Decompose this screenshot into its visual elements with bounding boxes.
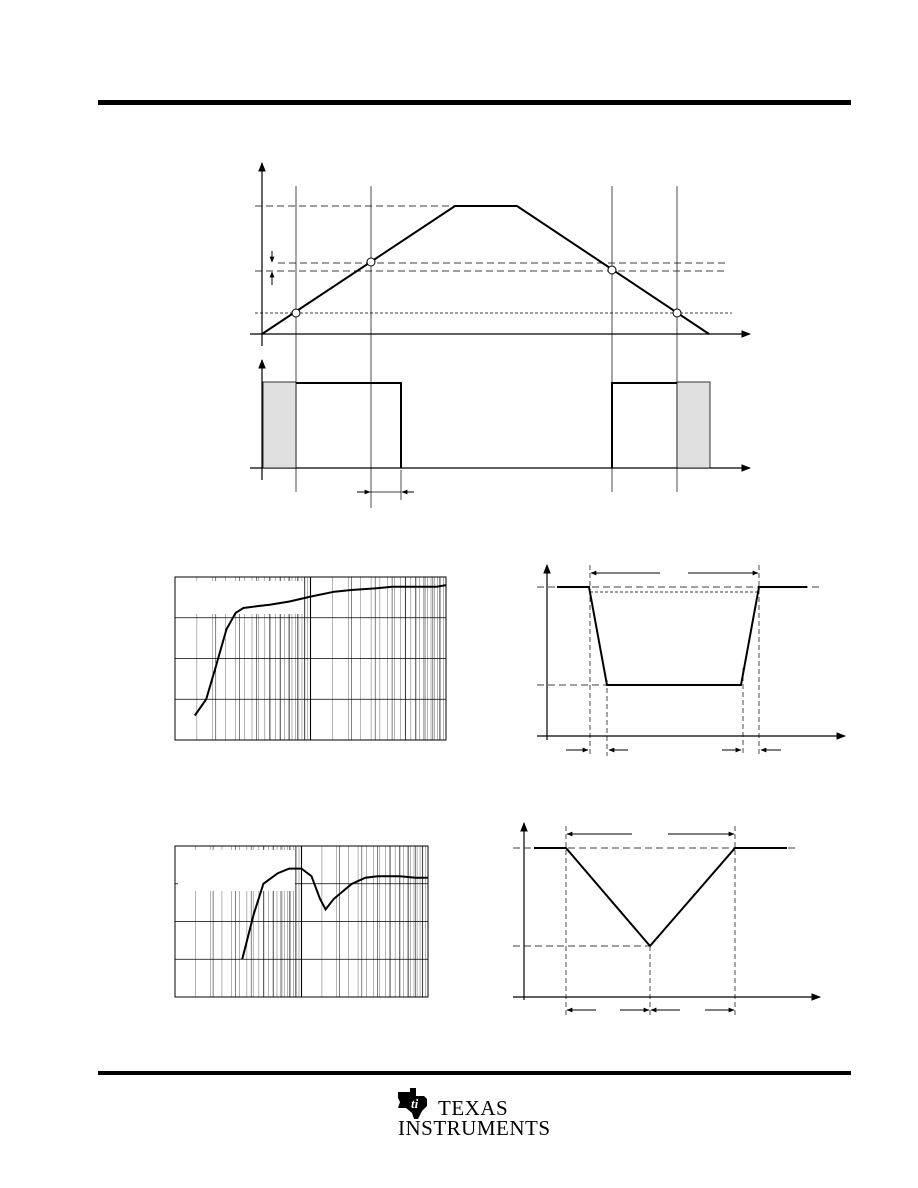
- crossing-marker-1: [292, 309, 300, 317]
- supply-voltage-curve: [262, 206, 709, 334]
- crossing-marker-4: [673, 309, 681, 317]
- log-plot-2: [175, 846, 428, 997]
- trapezoid-waveform: [557, 587, 807, 685]
- trapezoid-pulse-diagram: [537, 565, 845, 756]
- ti-logo: [396, 1086, 566, 1142]
- crossing-marker-3: [608, 266, 616, 274]
- crossing-marker-2: [367, 258, 375, 266]
- output-pulse-2: [612, 383, 677, 468]
- svg-text:ti: ti: [411, 1096, 419, 1111]
- brand-name-line1: TEXAS: [438, 1096, 509, 1120]
- timing-diagram: [250, 163, 750, 508]
- plot2-legend-box: [178, 850, 295, 891]
- ti-state-logo-icon: [396, 1086, 436, 1120]
- triangle-pulse-diagram: [513, 823, 820, 1018]
- undefined-region-right: [677, 382, 710, 468]
- undefined-region-left: [263, 382, 296, 468]
- triangle-waveform: [534, 848, 787, 946]
- output-pulse-1: [296, 383, 401, 468]
- brand-name-line2: INSTRUMENTS: [398, 1116, 551, 1140]
- log-plot-1: [175, 577, 446, 740]
